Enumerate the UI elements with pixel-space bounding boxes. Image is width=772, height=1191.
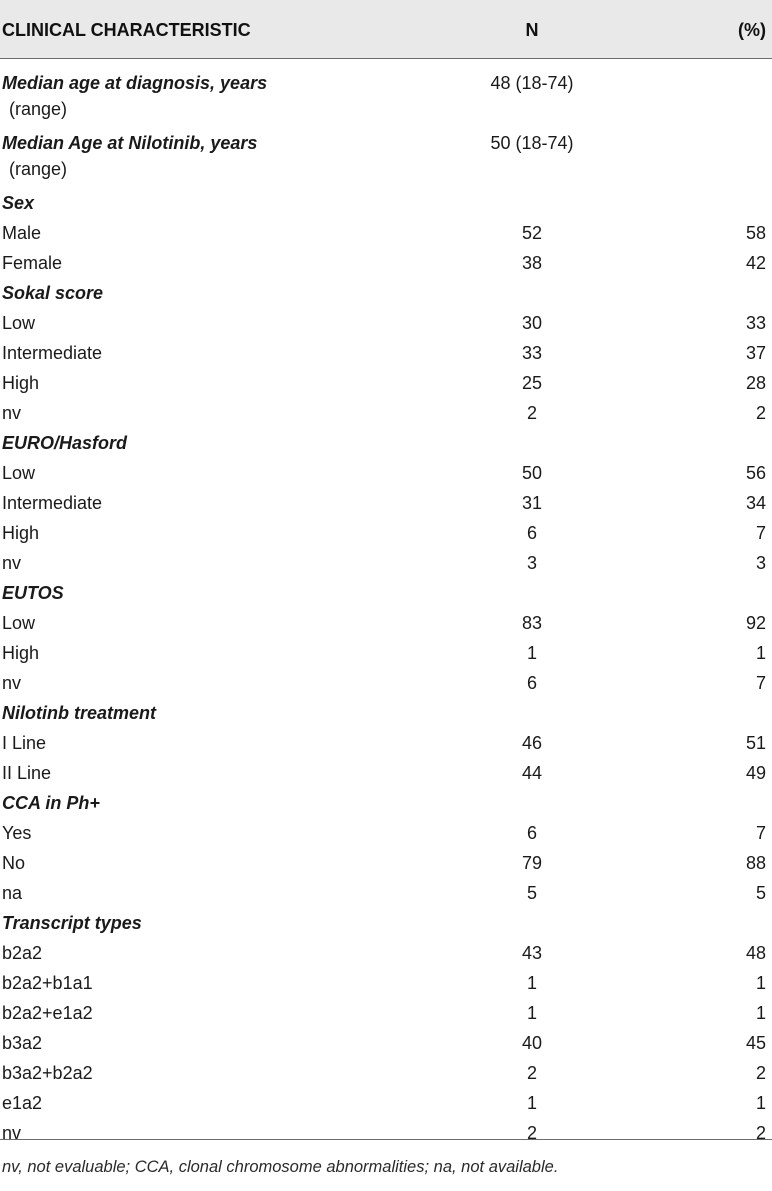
median-value: 50 (18-74): [490, 133, 574, 153]
section-label: Nilotinb treatment: [2, 703, 157, 723]
header-rule: [0, 58, 772, 59]
row-label: Male: [2, 223, 42, 243]
table-row: [0, 1118, 772, 1148]
table-footnote: nv, not evaluable; CCA, clonal chromosome abnormalities; na, not available.: [2, 1158, 559, 1176]
row-pct-value: 2: [755, 1123, 766, 1143]
table-row: [0, 518, 772, 548]
row-n-value: 5: [526, 883, 537, 903]
section-label: EUTOS: [2, 583, 64, 603]
row-n-value: 3: [526, 553, 537, 573]
header-characteristic: CLINICAL CHARACTERISTIC: [2, 20, 251, 40]
table-row: [0, 338, 772, 368]
row-pct-value: 51: [745, 733, 766, 753]
section-header-row: [0, 908, 772, 938]
section-label: EURO/Hasford: [2, 433, 128, 453]
table-row: [0, 938, 772, 968]
row-n-value: 40: [521, 1033, 543, 1053]
row-pct-value: 2: [755, 403, 766, 423]
row-n-value: 6: [526, 523, 537, 543]
section-label: Sokal score: [2, 283, 104, 303]
row-label: Low: [2, 463, 36, 483]
section-header-row: [0, 188, 772, 218]
row-pct-value: 7: [755, 523, 766, 543]
row-pct-value: 7: [755, 673, 766, 693]
table-row: [0, 668, 772, 698]
header-pct: (%): [738, 20, 766, 40]
bottom-rule: [0, 1139, 772, 1140]
section-header-row: [0, 428, 772, 458]
table-row: [0, 368, 772, 398]
row-n-value: 6: [526, 673, 537, 693]
row-n-value: 1: [526, 1003, 537, 1023]
row-pct-value: 33: [745, 313, 766, 333]
median-label: Median age at diagnosis, years: [2, 73, 268, 93]
row-label: High: [2, 643, 40, 663]
section-label: CCA in Ph+: [2, 793, 100, 813]
section-header-row: [0, 578, 772, 608]
row-label: nv: [2, 1123, 22, 1143]
row-pct-value: 92: [745, 613, 766, 633]
row-label: II Line: [2, 763, 52, 783]
median-row: [0, 128, 772, 188]
row-label: Female: [2, 253, 63, 273]
table-row: [0, 218, 772, 248]
row-n-value: 50: [521, 463, 543, 483]
row-n-value: 33: [521, 343, 543, 363]
row-pct-value: 28: [745, 373, 766, 393]
row-n-value: 79: [521, 853, 543, 873]
row-n-value: 2: [526, 403, 537, 423]
row-n-value: 1: [526, 1093, 537, 1113]
section-header-row: [0, 278, 772, 308]
row-label: High: [2, 373, 40, 393]
table-row: [0, 1028, 772, 1058]
row-label: b2a2+b1a1: [2, 973, 93, 993]
table-row: [0, 818, 772, 848]
row-label: e1a2: [2, 1093, 43, 1113]
table-row: [0, 758, 772, 788]
table-row: [0, 488, 772, 518]
table-row: [0, 458, 772, 488]
row-n-value: 6: [526, 823, 537, 843]
table-row: [0, 548, 772, 578]
row-pct-value: 1: [755, 643, 766, 663]
row-n-value: 1: [526, 643, 537, 663]
row-label: Yes: [2, 823, 32, 843]
row-pct-value: 7: [755, 823, 766, 843]
row-pct-value: 49: [745, 763, 766, 783]
section-label: Transcript types: [2, 913, 142, 933]
row-n-value: 46: [521, 733, 543, 753]
row-n-value: 38: [521, 253, 543, 273]
row-pct-value: 1: [755, 1093, 766, 1113]
row-label: nv: [2, 403, 22, 423]
row-label: I Line: [2, 733, 47, 753]
row-pct-value: 88: [745, 853, 766, 873]
median-range-label: (range): [9, 159, 68, 179]
row-label: Intermediate: [2, 343, 103, 363]
row-label: nv: [2, 673, 22, 693]
row-pct-value: 1: [755, 973, 766, 993]
row-label: High: [2, 523, 40, 543]
row-n-value: 44: [521, 763, 543, 783]
row-n-value: 2: [526, 1063, 537, 1083]
row-label: Low: [2, 313, 36, 333]
row-n-value: 52: [521, 223, 543, 243]
table-row: [0, 248, 772, 278]
row-pct-value: 42: [745, 253, 766, 273]
section-label: Sex: [2, 193, 35, 213]
row-pct-value: 1: [755, 1003, 766, 1023]
row-label: nv: [2, 553, 22, 573]
table-row: [0, 638, 772, 668]
row-label: b2a2: [2, 943, 43, 963]
table-row: [0, 998, 772, 1028]
row-pct-value: 37: [745, 343, 766, 363]
row-pct-value: 48: [745, 943, 766, 963]
median-label: Median Age at Nilotinib, years: [2, 133, 258, 153]
row-n-value: 43: [521, 943, 543, 963]
row-label: Intermediate: [2, 493, 103, 513]
row-pct-value: 2: [755, 1063, 766, 1083]
row-pct-value: 34: [745, 493, 766, 513]
row-n-value: 31: [521, 493, 543, 513]
row-pct-value: 56: [745, 463, 766, 483]
row-n-value: 30: [521, 313, 543, 333]
median-value: 48 (18-74): [490, 73, 574, 93]
row-pct-value: 45: [745, 1033, 766, 1053]
row-pct-value: 3: [755, 553, 766, 573]
row-n-value: 25: [521, 373, 543, 393]
median-range-label: (range): [9, 99, 68, 119]
table-row: [0, 968, 772, 998]
row-n-value: 1: [526, 973, 537, 993]
table-header: [0, 0, 772, 58]
table-row: [0, 728, 772, 758]
table-row: [0, 848, 772, 878]
row-label: na: [2, 883, 23, 903]
row-label: Low: [2, 613, 36, 633]
row-label: b3a2: [2, 1033, 43, 1053]
table-row: [0, 878, 772, 908]
table-row: [0, 1088, 772, 1118]
median-row: [0, 68, 772, 128]
row-n-value: 2: [526, 1123, 537, 1143]
row-pct-value: 58: [745, 223, 766, 243]
row-n-value: 83: [521, 613, 543, 633]
table-row: [0, 1058, 772, 1088]
section-header-row: [0, 698, 772, 728]
table-row: [0, 398, 772, 428]
section-header-row: [0, 788, 772, 818]
row-pct-value: 5: [755, 883, 766, 903]
table-row: [0, 608, 772, 638]
row-label: No: [2, 853, 26, 873]
row-label: b2a2+e1a2: [2, 1003, 93, 1023]
header-n: N: [525, 20, 539, 40]
table-row: [0, 308, 772, 338]
row-label: b3a2+b2a2: [2, 1063, 93, 1083]
